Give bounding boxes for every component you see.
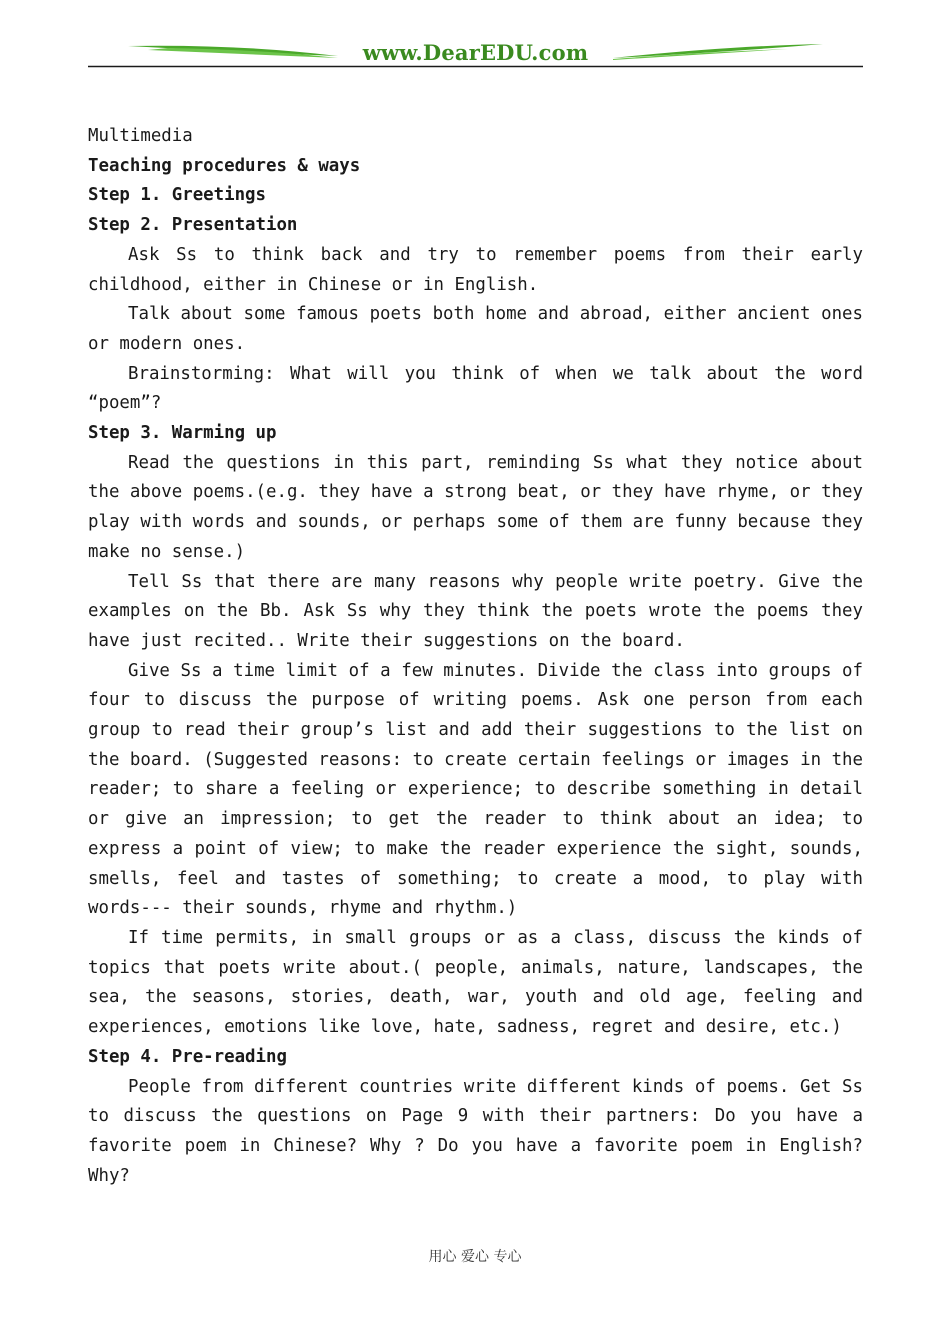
site-logo <box>88 40 863 65</box>
section-heading: Step 4. Pre-reading <box>88 1046 287 1067</box>
section-heading: Teaching procedures & ways <box>88 155 361 176</box>
body-paragraph: Give Ss a time limit of a few minutes. Divide the class into groups of four to discuss the purpose of writing poems. Ask one person from each group to read their group’s list and add their suggestions to the list on the board. (Suggested reasons: to create certain feelings or images in the reader; to share a feeling or experience; to describe something in detail or give an impression; to get the reader to think about an idea; to express a point of view; to make the reader experience the sight, sounds, smells, feel and tastes of something; to create a mood, to play with words--- their sounds, rhyme and rhythm.) <box>88 660 863 919</box>
body-paragraph: If time permits, in small groups or as a class, discuss the kinds of topics that poets write about.( people, animals, nature, landscapes, the sea, the seasons, stories, death, war, youth and old age, feeling and experiences, emotions like love, hate, sadness, regret and desire, etc.) <box>88 927 863 1038</box>
page-header <box>88 38 863 70</box>
document-body <box>88 122 863 1191</box>
section-heading: Step 1. Greetings <box>88 185 266 206</box>
body-paragraph: Ask Ss to think back and try to remember poems from their early childhood, either in Chinese or in English. <box>88 244 863 295</box>
text-line: Multimedia <box>88 126 193 146</box>
body-paragraph: Talk about some famous poets both home and abroad, either ancient ones or modern ones. <box>88 304 863 354</box>
section-heading: Step 2. Presentation <box>88 215 298 236</box>
site-logo-text: www.DearEDU.com <box>355 40 597 65</box>
body-paragraph: Tell Ss that there are many reasons why people write poetry. Give the examples on the Bb. Ask Ss why they think the poets wrote the poems they have just recited.. Write their suggestions on the board. <box>88 571 863 651</box>
body-paragraph: Brainstorming: What will you think of when we talk about the word “poem”? <box>88 363 863 414</box>
body-paragraph: People from different countries write different kinds of poems. Get Ss to discuss the questions on Page 9 with their partners: Do you have a favorite poem in Chinese? Why ? Do you have a favorite poem in English? Why? <box>88 1076 863 1186</box>
body-paragraph: Read the questions in this part, reminding Ss what they notice about the above poems.(e.g. they have a strong beat, or they have rhyme, or they play with words and sounds, or perhaps some of them are funny because they make no sense.) <box>88 452 863 562</box>
section-heading: Step 3. Warming up <box>88 423 277 444</box>
page-footer: 用心 爱心 专心 <box>428 1249 522 1265</box>
